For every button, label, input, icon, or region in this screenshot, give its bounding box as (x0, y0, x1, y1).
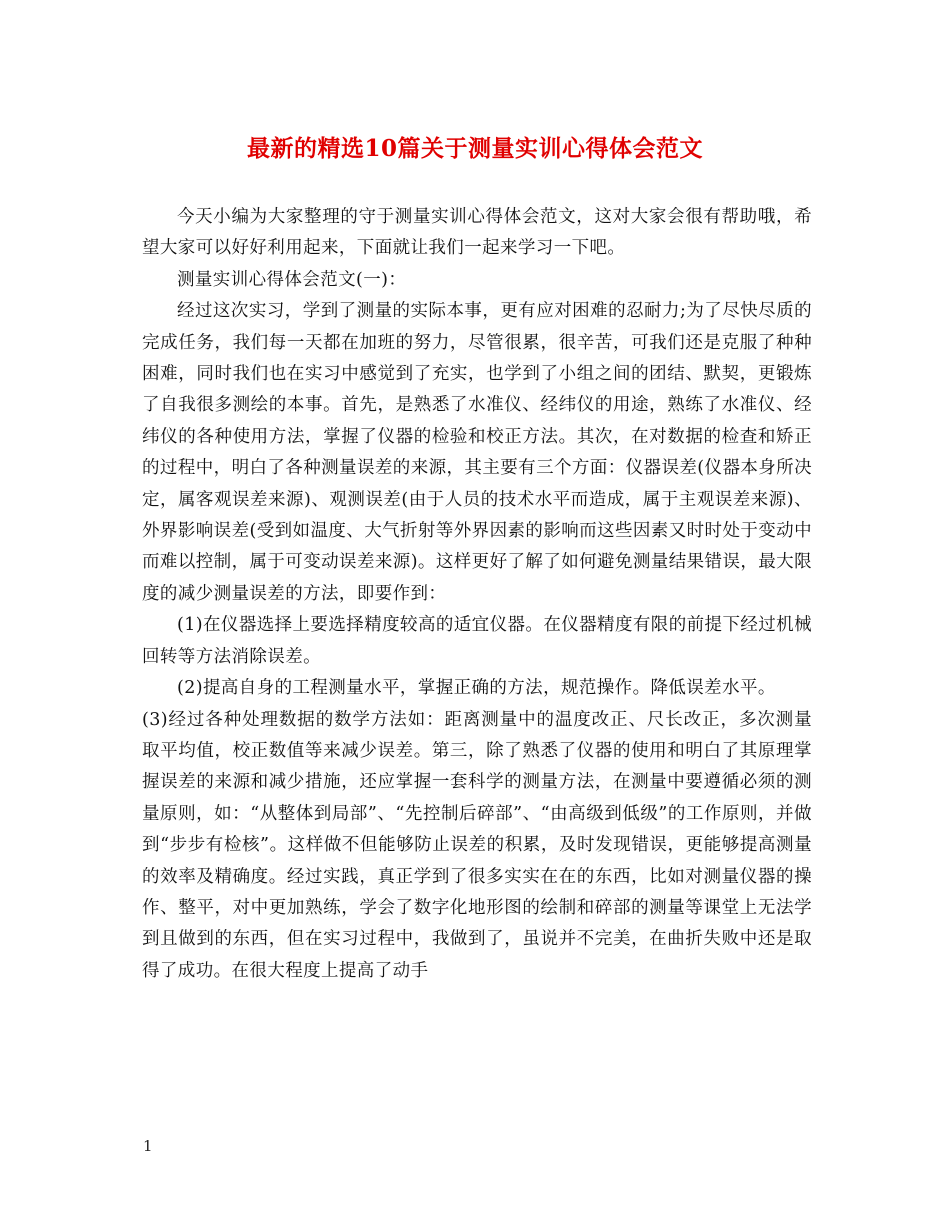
paragraph-intro: 今天小编为大家整理的守于测量实训心得体会范文，这对大家会很有帮助哦，希望大家可以好好利用起来，下面就让我们一起来学习一下吧。 (142, 207, 812, 259)
document-body (142, 202, 812, 987)
paragraph-main: 经过这次实习，学到了测量的实际本事，更有应对困难的忍耐力;为了尽快尽质的完成任务，我们每一天都在加班的努力，尽管很累，很辛苦，可我们还是克服了种种困难，同时我们也在实习中感觉到了充实，也学到了小组之间的团结、默契，更锻炼了自我很多测绘的本事。首先，是熟悉了水准仪、经纬仪的用途，熟练了水准仪、经纬仪的各种使用方法，掌握了仪器的检验和校正方法。其次，在对数据的检查和矫正的过程中，明白了各种测量误差的来源，其主要有三个方面：仪器误差(仪器本身所决定，属客观误差来源)、观测误差(由于人员的技术水平而造成，属于主观误差来源)、外界影响误差(受到如温度、大气折射等外界因素的影响而这些因素又时时处于变动中而难以控制，属于可变动误差来源)。这样更好了解了如何避免测量结果错误，最大限度的减少测量误差的方法，即要作到： (142, 301, 812, 604)
paragraph-item-2: (2)提高自身的工程测量水平，掌握正确的方法，规范操作。降低误差水平。 (177, 678, 776, 699)
paragraph-item-1: (1)在仪器选择上要选择精度较高的适宜仪器。在仪器精度有限的前提下经过机械回转等方法消除误差。 (142, 615, 812, 667)
page-number: 1 (143, 1137, 153, 1155)
paragraph-section-heading: 测量实训心得体会范文(一)： (177, 269, 407, 290)
paragraph-item-3: (3)经过各种处理数据的数学方法如：距离测量中的温度改正、尺长改正，多次测量取平均值，校正数值等来减少误差。第三，除了熟悉了仪器的使用和明白了其原理掌握误差的来源和减少措施，还应掌握一套科学的测量方法，在测量中要遵循必须的测量原则，如：“从整体到局部”、“先控制后碎部”、“由高级到低级”的工作原则，并做到“步步有检核”。这样做不但能够防止误差的积累，及时发现错误，更能够提高测量的效率及精确度。经过实践，真正学到了很多实实在在的东西，比如对测量仪器的操作、整平，对中更加熟练，学会了数字化地形图的绘制和碎部的测量等课堂上无法学到且做到的东西，但在实习过程中，我做到了，虽说并不完美，在曲折失败中还是取得了成功。在很大程度上提高了动手 (142, 709, 812, 981)
document-title: 最新的精选10篇关于测量实训心得体会范文 (246, 135, 703, 162)
